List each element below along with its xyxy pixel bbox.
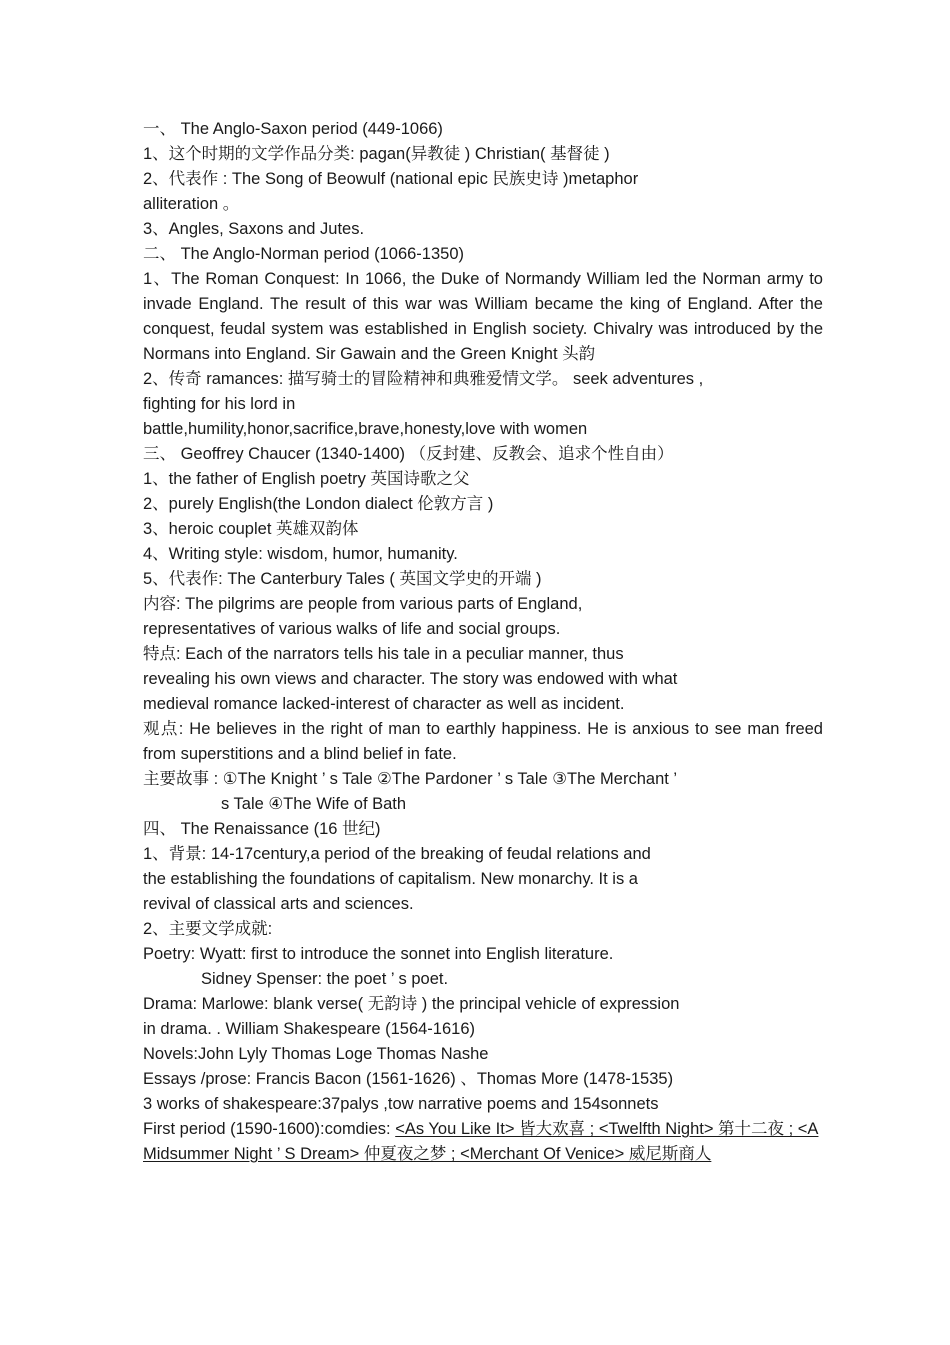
text-line: representatives of various walks of life and social groups. xyxy=(143,620,561,638)
text-line: 主要故事 : ①The Knight ’ s Tale ②The Pardoner ’ s Tale ③The Merchant ’ xyxy=(143,770,678,788)
text-line: Novels:John Lyly Thomas Loge Thomas Nashe xyxy=(143,1045,489,1063)
text-line: medieval romance lacked-interest of character as well as incident. xyxy=(143,695,625,713)
text-line: battle,humility,honor,sacrifice,brave,honesty,love with women xyxy=(143,420,588,438)
comedies-list: <As You Like It> 皆大欢喜 ; <Twelfth Night> 第十二夜 ; <A Midsummer Night ’ S Dream> 仲夏夜之梦 ; <Merchant Of Venice> 威尼斯商人 xyxy=(143,1120,819,1163)
text-line: Drama: Marlowe: blank verse( 无韵诗 ) the principal vehicle of expression xyxy=(143,995,680,1013)
text-line: 特点: Each of the narrators tells his tale in a peculiar manner, thus xyxy=(143,645,624,663)
text-line: revealing his own views and character. The story was endowed with what xyxy=(143,670,678,688)
text-line: 1、背景: 14-17century,a period of the breaking of feudal relations and xyxy=(143,845,651,863)
text-line: 1、the father of English poetry 英国诗歌之父 xyxy=(143,470,470,488)
section-heading-anglo-norman: 二、 The Anglo-Norman period (1066-1350) xyxy=(143,245,465,263)
text-line: in drama. . William Shakespeare (1564-1616) xyxy=(143,1020,475,1038)
text-line: revival of classical arts and sciences. xyxy=(143,895,414,913)
text-line: s Tale ④The Wife of Bath xyxy=(221,795,407,813)
text-line: 内容: The pilgrims are people from various parts of England, xyxy=(143,595,583,613)
paragraph-comedies xyxy=(143,1117,823,1167)
section-heading-chaucer: 三、 Geoffrey Chaucer (1340-1400) （反封建、反教会、追求个性自由） xyxy=(143,445,674,463)
text-line: Sidney Spenser: the poet ’ s poet. xyxy=(201,970,449,988)
section-heading-renaissance: 四、 The Renaissance (16 世纪) xyxy=(143,820,381,838)
comedies-label: First period (1590-1600):comdies: xyxy=(143,1120,391,1138)
document-page xyxy=(143,117,823,1167)
text-line: 2、代表作 : The Song of Beowulf (national epic 民族史诗 )metaphor xyxy=(143,170,639,188)
text-line: 2、主要文学成就: xyxy=(143,920,273,938)
text-line: 3、heroic couplet 英雄双韵体 xyxy=(143,520,359,538)
text-line: 3、Angles, Saxons and Jutes. xyxy=(143,220,365,238)
text-line: Poetry: Wyatt: first to introduce the sonnet into English literature. xyxy=(143,945,614,963)
section-heading-anglo-saxon: 一、 The Anglo-Saxon period (449-1066) xyxy=(143,120,443,138)
text-line: 5、代表作: The Canterbury Tales ( 英国文学史的开端 ) xyxy=(143,570,542,588)
text-line: the establishing the foundations of capitalism. New monarchy. It is a xyxy=(143,870,638,888)
text-line: 1、这个时期的文学作品分类: pagan(异教徒 ) Christian( 基督徒 ) xyxy=(143,145,610,163)
text-line: fighting for his lord in xyxy=(143,395,296,413)
text-line: Essays /prose: Francis Bacon (1561-1626) 、Thomas More (1478-1535) xyxy=(143,1070,674,1088)
text-line: 4、Writing style: wisdom, humor, humanity. xyxy=(143,545,458,563)
text-line: alliteration 。 xyxy=(143,195,240,213)
paragraph-roman-conquest: 1、The Roman Conquest: In 1066, the Duke of Normandy William led the Norman army to invade England. The result of this war was William became the king of England. After the conquest, feudal system was established in English society. Chivalry was introduced by the Normans into England. Sir Gawain and the Green Knight 头韵 xyxy=(143,270,823,363)
text-line: 3 works of shakespeare:37palys ,tow narrative poems and 154sonnets xyxy=(143,1095,659,1113)
text-line: 2、传奇 ramances: 描写骑士的冒险精神和典雅爱情文学。 seek adventures , xyxy=(143,370,704,388)
text-line: 2、purely English(the London dialect 伦敦方言 ) xyxy=(143,495,494,513)
paragraph-viewpoint: 观点: He believes in the right of man to earthly happiness. He is anxious to see man freed from superstitions and a blind belief in fate. xyxy=(143,720,823,763)
